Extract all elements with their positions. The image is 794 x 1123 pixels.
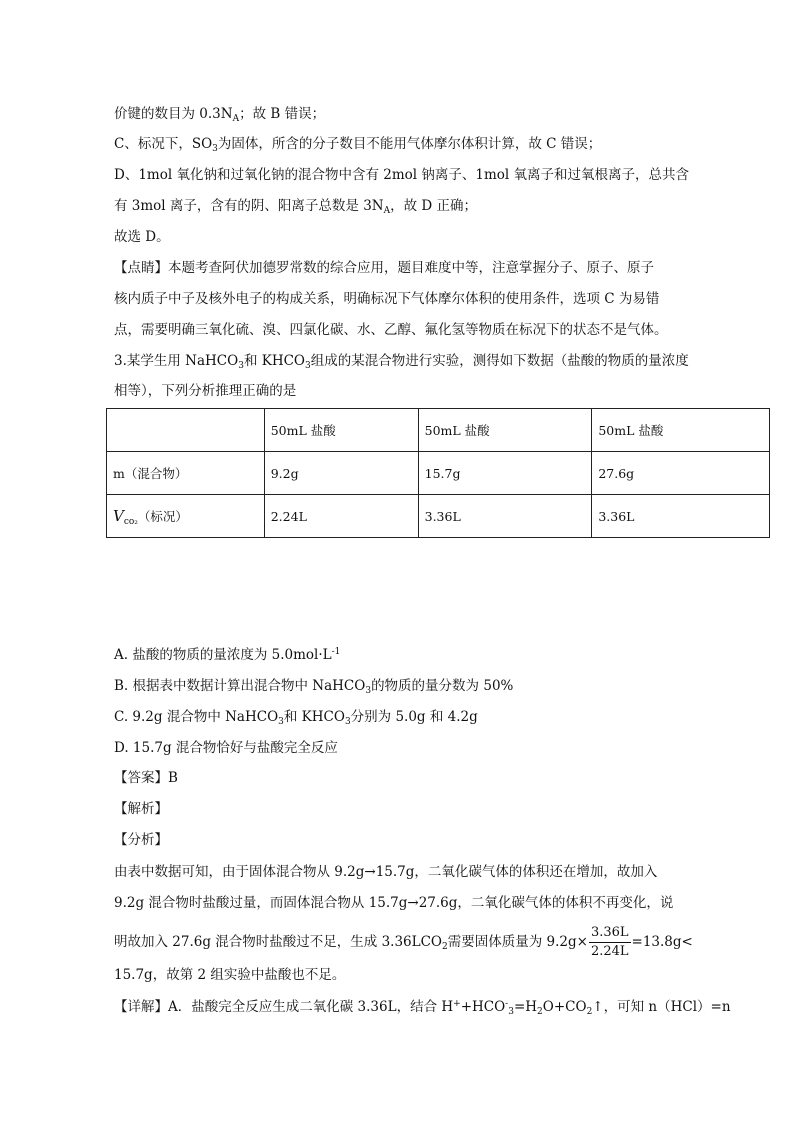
- table-cell: 3.36L: [418, 495, 592, 538]
- analysis-text: 由表中数据可知，由于固体混合物从 9.2g→15.7g，二氧化碳气体的体积还在增加，故加入: [114, 864, 658, 880]
- table-cell: 27.6g: [592, 452, 770, 495]
- analysis-text: 9.2g 混合物时盐酸过量，而固体混合物从 15.7g→27.6g，二氧化碳气体的体积不再变化，说: [114, 895, 674, 911]
- text-line: 价键的数目为 $0.3N_A$；故 B 错误；: [114, 106, 326, 124]
- table-cell: [107, 409, 265, 452]
- vco2-label: （标况）: [137, 509, 188, 524]
- analysis-text: 明故加入 27.6g 混合物时盐酸过不足，生成 $3.36LCO_2$需要固体质量为 9.2g× $\frac{3.36L}{2.24L}$ =13.8g<: [114, 925, 693, 959]
- fenxi-label: 【分析】: [114, 832, 168, 848]
- detail-text: 【详解】A．盐酸完全反应生成二氧化碳 3.36L，结合 $H^++HCO^-_3=H_2O+CO_2↑$，可知 n（HCl）=n: [114, 999, 731, 1017]
- data-table: [106, 408, 770, 538]
- option-c: C. 9.2g 混合物中 NaHCO$_3$和 $KHCO_3$分别为 5.0g 和 4.2g: [114, 709, 478, 727]
- table-cell: 2.24L: [264, 495, 418, 538]
- text-line: C、标况下，$SO_3$为固体，所含的分子数目不能用气体摩尔体积计算，故 C 错误；: [114, 136, 602, 154]
- answer-label: 【答案】B: [114, 770, 178, 786]
- question-stem: 3.某学生用 NaHCO$_3$和 $KHCO_3$组成的某混合物进行实验，测得如下数据（盐酸的物质的量浓度: [114, 353, 689, 371]
- text-line: D、1mol 氧化钠和过氧化钠的混合物中含有 2mol 钠离子、1mol 氧离子和过氧根离子，总共含: [114, 167, 689, 183]
- table-cell: [107, 495, 265, 538]
- text-line: 核内质子中子及核外电子的构成关系，明确标况下气体摩尔体积的使用条件，选项 C 为易错: [114, 291, 660, 307]
- table-cell: 50mL 盐酸: [592, 409, 770, 452]
- table-cell: 50mL 盐酸: [264, 409, 418, 452]
- table-cell: 15.7g: [418, 452, 592, 495]
- table-cell: 9.2g: [264, 452, 418, 495]
- text-line: 点，需要明确三氧化硫、溴、四氯化碳、水、乙醇、氟化氢等物质在标况下的状态不是气体。: [114, 322, 668, 338]
- vco2-subscript: co₂: [123, 517, 138, 527]
- table-row: [107, 452, 770, 495]
- table-cell: m（混合物）: [107, 452, 265, 495]
- text-line: 【点睛】本题考查阿伏加德罗常数的综合应用，题目难度中等，注意掌握分子、原子、原子: [114, 260, 654, 276]
- text-line: 有 3mol 离子，含有的阴、阳离子总数是 $3N_A$，故 D 正确；: [114, 198, 478, 216]
- table-header-row: [107, 409, 770, 452]
- table-cell: 3.36L: [592, 495, 770, 538]
- table-row: [107, 495, 770, 538]
- option-b: B. 根据表中数据计算出混合物中 NaHCO$_3$的物质的量分数为 50%: [114, 678, 514, 696]
- jiexi-label: 【解析】: [114, 801, 168, 817]
- fraction-denominator: 2.24L: [590, 944, 629, 959]
- analysis-text: 15.7g，故第 2 组实验中盐酸也不足。: [114, 967, 346, 983]
- question-stem: 相等），下列分析推理正确的是: [114, 383, 297, 399]
- table-cell: 50mL 盐酸: [418, 409, 592, 452]
- text-line: 故选 D。: [114, 229, 170, 245]
- vco2-symbol: V: [113, 507, 124, 525]
- fraction-numerator: 3.36L: [589, 924, 631, 943]
- option-d: D. 15.7g 混合物恰好与盐酸完全反应: [114, 740, 338, 756]
- option-a: A. 盐酸的物质的量浓度为 $5.0mol\cdot L^{-1}$: [114, 647, 341, 663]
- fraction: [589, 924, 631, 961]
